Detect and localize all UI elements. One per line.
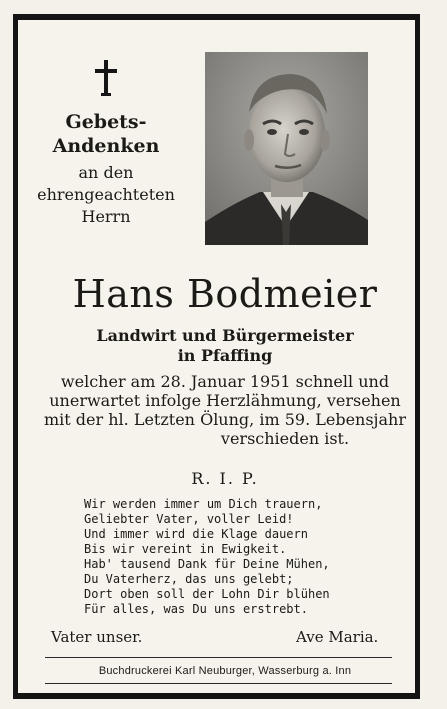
intro-line-1: an den [78, 163, 134, 182]
obituary-line: mit der hl. Letzten Ölung, im 59. Lebensjahr [43, 410, 407, 429]
poem-line: Dort oben soll der Lohn Dir blühen [84, 587, 330, 601]
poem-line: Du Vaterherz, das uns gelebt; [84, 572, 294, 586]
heading-line-2: Andenken [52, 135, 160, 157]
rip-text: R. I. P. [191, 469, 259, 488]
printer-rule-bottom [45, 683, 392, 684]
portrait-photo [205, 52, 368, 245]
place: in Pfaffing [177, 346, 273, 365]
obituary-line: unerwartet infolge Herzlähmung, versehen [49, 391, 401, 410]
obituary-line: verschieden ist. [220, 429, 350, 448]
intro-line-3: Herrn [81, 207, 131, 226]
printer-rule-top [45, 657, 392, 658]
intro-line-2: ehrengeachteten [37, 185, 175, 204]
printer-credit: Buchdruckerei Karl Neuburger, Wasserburg a. Inn [98, 665, 352, 677]
occupation: Landwirt und Bürgermeister [96, 326, 354, 345]
intro-block [22, 110, 190, 228]
poem-line: Geliebter Vater, voller Leid! [84, 512, 294, 526]
obituary-text [38, 372, 412, 448]
poem-line: Und immer wird die Klage dauern [84, 527, 308, 541]
poem-line: Wir werden immer um Dich trauern, [84, 497, 323, 511]
cross-icon [91, 58, 121, 98]
deceased-name: Hans Bodmeier [72, 272, 378, 316]
prayer-vater-unser: Vater unser. [51, 628, 143, 646]
obituary-line: welcher am 28. Januar 1951 schnell und [60, 372, 390, 391]
memorial-poem [84, 497, 384, 617]
prayer-ave-maria: Ave Maria. [296, 628, 379, 646]
poem-line: Für alles, was Du uns erstrebt. [84, 602, 308, 616]
poem-line: Hab' tausend Dank für Deine Mühen, [84, 557, 330, 571]
heading-line-1: Gebets- [65, 111, 147, 133]
poem-line: Bis wir vereint in Ewigkeit. [84, 542, 287, 556]
